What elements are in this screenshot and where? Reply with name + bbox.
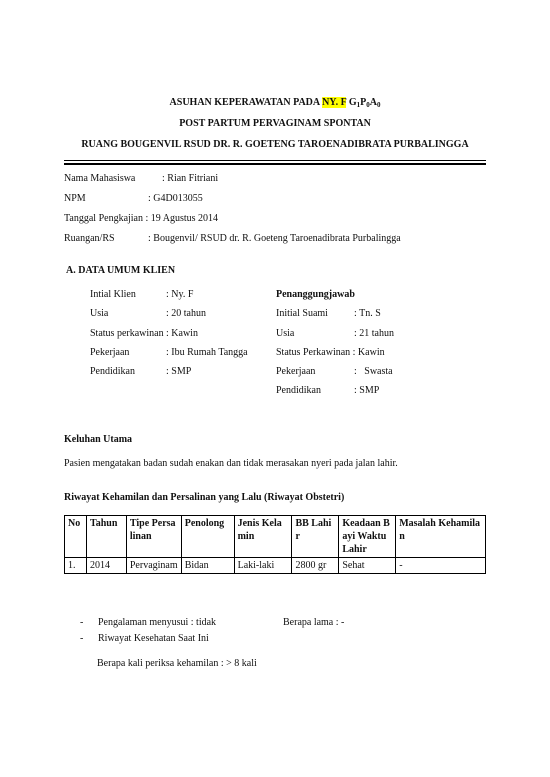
guardian-marital-value: : Kawin bbox=[352, 347, 385, 358]
cell-delivery-type: Pervaginam bbox=[126, 558, 181, 574]
cell-no: 1. bbox=[65, 558, 87, 574]
col-birth-weight: BB Lahir bbox=[292, 516, 339, 558]
guardian-age-value: : 21 tahun bbox=[354, 328, 394, 339]
complaint-heading: Keluhan Utama bbox=[64, 434, 133, 445]
col-sex: Jenis Kelamin bbox=[234, 516, 292, 558]
cell-helper: Bidan bbox=[181, 558, 234, 574]
col-baby-condition: Keadaan Bayi Waktu Lahir bbox=[339, 516, 396, 558]
title-highlight-name: NY. F bbox=[322, 97, 347, 108]
title-prefix: ASUHAN KEPERAWATAN PADA bbox=[169, 97, 323, 108]
guardian-initial-label: Initial Suami bbox=[276, 308, 328, 319]
client-initial-label: Intial Klien bbox=[90, 289, 136, 300]
cell-pregnancy-problem: - bbox=[396, 558, 486, 574]
complaint-text: Pasien mengatakan badan sudah enakan dan tidak merasakan nyeri pada jalan lahir. bbox=[64, 458, 398, 469]
student-npm-row bbox=[64, 193, 203, 204]
guardian-education-row bbox=[276, 385, 379, 396]
title-para-sub: 0 bbox=[366, 101, 370, 109]
title-abortus-sub: 0 bbox=[376, 101, 381, 109]
title-gravida-sub: 1 bbox=[356, 101, 361, 109]
client-marital-row bbox=[90, 328, 198, 339]
guardian-initial-value: : Tn. S bbox=[354, 308, 381, 319]
client-education-label: Pendidikan bbox=[90, 366, 135, 377]
guardian-education-value: : SMP bbox=[354, 385, 380, 396]
student-date-row bbox=[64, 213, 218, 224]
guardian-heading: Penanggungjawab bbox=[276, 289, 355, 300]
section-a-heading: A. DATA UMUM KLIEN bbox=[66, 265, 176, 276]
client-education-value: : SMP bbox=[166, 366, 192, 377]
col-pregnancy-problem: Masalah Kehamilan bbox=[396, 516, 486, 558]
student-npm-value: : G4D013055 bbox=[148, 193, 203, 204]
obstetric-table bbox=[64, 515, 486, 574]
student-room-row bbox=[64, 233, 401, 244]
obstetric-heading: Riwayat Kehamilan dan Persalinan yang Lalu (Riwayat Obstetri) bbox=[64, 492, 345, 503]
guardian-job-value: : Swasta bbox=[354, 366, 393, 377]
guardian-initial-row bbox=[276, 308, 381, 319]
student-date-label: Tanggal Pengkajian bbox=[64, 213, 143, 224]
student-name-value: : Rian Fitriani bbox=[162, 173, 219, 184]
guardian-age-label: Usia bbox=[276, 328, 295, 339]
breastfeeding-text: Pengalaman menyusui : tidak bbox=[98, 617, 217, 628]
col-year: Tahun bbox=[86, 516, 126, 558]
student-npm-label: NPM bbox=[64, 193, 86, 204]
document-title bbox=[0, 97, 550, 109]
document-subtitle: POST PARTUM PERVAGINAM SPONTAN bbox=[179, 118, 371, 129]
title-gravida: G bbox=[346, 97, 357, 108]
client-job-row bbox=[90, 347, 248, 358]
cell-sex: Laki-laki bbox=[234, 558, 292, 574]
col-no: No bbox=[65, 516, 87, 558]
title-abortus: A bbox=[369, 97, 377, 108]
health-history-item bbox=[80, 633, 209, 644]
client-job-value: : Ibu Rumah Tangga bbox=[166, 347, 248, 358]
guardian-job-row bbox=[276, 366, 393, 377]
bullet-dash: - bbox=[80, 617, 84, 628]
table-header-row bbox=[65, 516, 486, 558]
student-room-label: Ruangan/RS bbox=[64, 233, 115, 244]
client-marital-value: : Kawin bbox=[166, 328, 198, 339]
cell-baby-condition: Sehat bbox=[339, 558, 396, 574]
guardian-job-label: Pekerjaan bbox=[276, 366, 316, 377]
client-initial-row bbox=[90, 289, 193, 300]
header-rule-thin bbox=[64, 160, 486, 161]
guardian-marital-label: Status Perkawinan bbox=[276, 347, 351, 358]
health-history-text: Riwayat Kesehatan Saat Ini bbox=[98, 633, 209, 644]
title-para: P bbox=[360, 97, 367, 108]
guardian-marital-row bbox=[276, 347, 385, 358]
cell-year: 2014 bbox=[86, 558, 126, 574]
document-location: RUANG BOUGENVIL RSUD DR. R. GOETENG TAROENADIBRATA PURBALINGGA bbox=[81, 139, 469, 150]
guardian-age-row bbox=[276, 328, 394, 339]
client-age-label: Usia bbox=[90, 308, 109, 319]
client-initial-value: : Ny. F bbox=[166, 289, 194, 300]
header-rule-thick bbox=[64, 163, 486, 165]
col-delivery-type: Tipe Persalinan bbox=[126, 516, 181, 558]
student-date-value: : 19 Agustus 2014 bbox=[145, 213, 219, 224]
client-age-value: : 20 tahun bbox=[166, 308, 206, 319]
guardian-education-label: Pendidikan bbox=[276, 385, 321, 396]
student-room-value: : Bougenvil/ RSUD dr. R. Goeteng Taroenadibrata Purbalingga bbox=[148, 233, 401, 244]
breastfeeding-item bbox=[80, 617, 216, 628]
client-age-row bbox=[90, 308, 206, 319]
bullet-dash: - bbox=[80, 633, 84, 644]
client-marital-label: Status perkawinan bbox=[90, 328, 164, 339]
breastfeeding-duration: Berapa lama : - bbox=[283, 617, 345, 628]
checkup-count: Berapa kali periksa kehamilan : > 8 kali bbox=[97, 658, 257, 669]
col-helper: Penolong bbox=[181, 516, 234, 558]
cell-birth-weight: 2800 gr bbox=[292, 558, 339, 574]
student-name-label: Nama Mahasiswa bbox=[64, 173, 136, 184]
table-row bbox=[65, 558, 486, 574]
client-education-row bbox=[90, 366, 191, 377]
student-name-row bbox=[64, 173, 218, 184]
client-job-label: Pekerjaan bbox=[90, 347, 130, 358]
